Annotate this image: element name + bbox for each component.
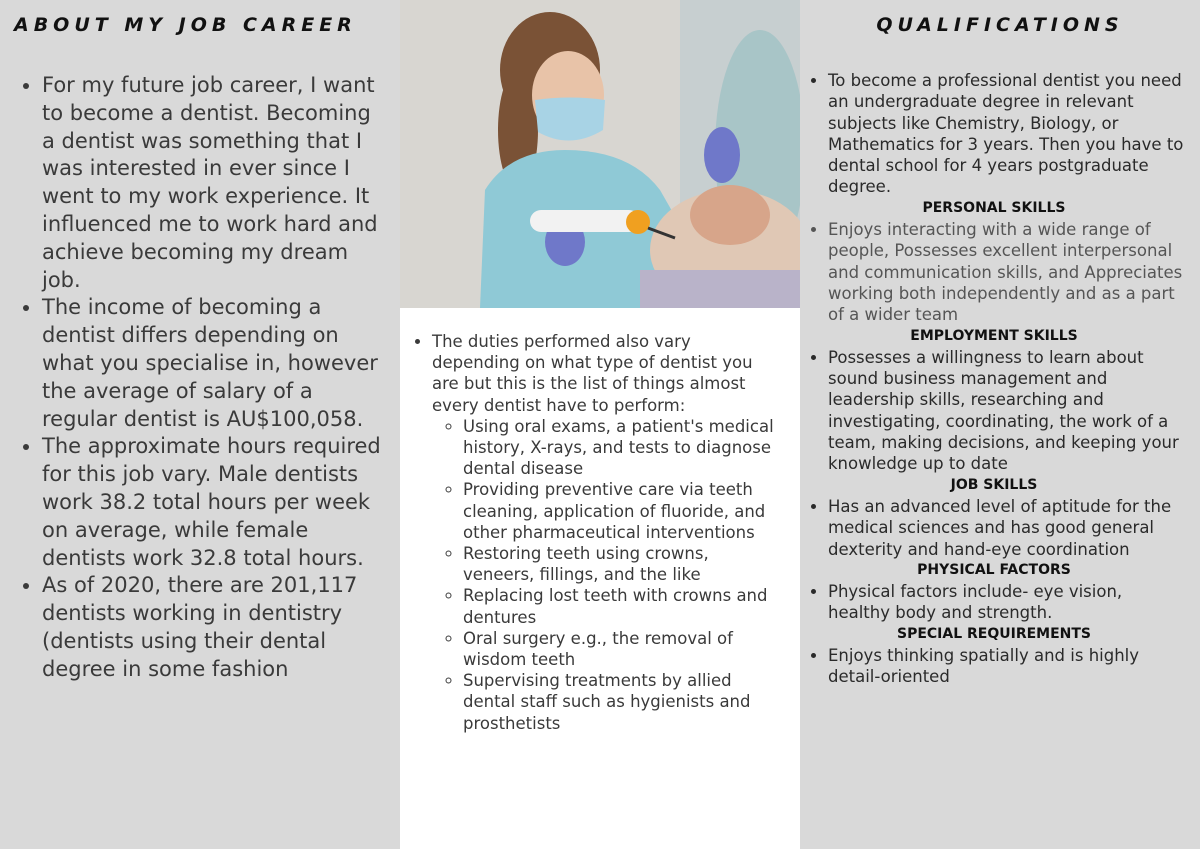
special-requirements-title: SPECIAL REQUIREMENTS <box>896 625 1092 642</box>
about-item: • As of 2020, there are 201,117 dentists working in dentistry (dentists using their dental degree in some fashion <box>42 572 387 683</box>
employment-skills-list <box>828 347 1188 475</box>
duty-item: ◦ Using oral exams, a patient's medical history, X-rays, and tests to diagnose dental disease <box>463 416 782 480</box>
qualifications-heading: QUALIFICATIONS <box>876 14 1124 36</box>
qualification-item: • To become a professional dentist you need an undergraduate degree in relevant subjects like Chemistry, Biology, or Mathematics for 3 years. Then you have to dental school for 4 years postgraduate degree. <box>828 70 1188 198</box>
duties-intro <box>432 331 782 734</box>
physical-factors-title: PHYSICAL FACTORS <box>917 561 1071 578</box>
about-panel <box>0 0 400 849</box>
duties-intro-text: The duties performed also vary depending on what type of dentist you are but this is the list of things almost every dentist have to perform: <box>432 332 753 415</box>
employment-skills-item: • Possesses a willingness to learn about sound business management and leadership skills, researching and investigating, coordinating, the work of a team, making decisions, and keeping your knowledge up to date <box>828 347 1188 475</box>
dentist-illustration <box>400 0 800 308</box>
employment-skills-title: EMPLOYMENT SKILLS <box>910 327 1078 344</box>
job-skills-list <box>828 496 1188 560</box>
duty-item: ◦ Restoring teeth using crowns, veneers, fillings, and the like <box>463 543 782 585</box>
job-skills-item: • Has an advanced level of aptitude for the medical sciences and has good general dexterity and hand-eye coordination <box>828 496 1188 560</box>
physical-factors-list <box>828 581 1188 624</box>
duty-item: ◦ Supervising treatments by allied dental staff such as hygienists and prosthetists <box>463 670 782 734</box>
duty-item: ◦ Providing preventive care via teeth cleaning, application of fluoride, and other pharmaceutical interventions <box>463 479 782 543</box>
physical-factors-item: • Physical factors include- eye vision, healthy body and strength. <box>828 581 1188 624</box>
job-skills-title: JOB SKILLS <box>950 476 1038 493</box>
duties-list <box>432 331 782 734</box>
duties-panel <box>400 0 800 849</box>
qualification-list <box>828 70 1188 198</box>
about-item: • The income of becoming a dentist differs depending on what you specialise in, however the average of salary of a regular dentist is AU$100,058. <box>42 294 387 433</box>
personal-skills-title: PERSONAL SKILLS <box>922 199 1066 216</box>
about-list <box>42 72 387 684</box>
dentist-photo <box>400 0 800 308</box>
qualifications-content <box>828 70 1188 688</box>
personal-skills-item: • Enjoys interacting with a wide range of people, Possesses excellent interpersonal and communication skills, and Appreciates working both independently and as a part of a wider team <box>828 219 1188 325</box>
personal-skills-list <box>828 219 1188 325</box>
duty-item: ◦ Oral surgery e.g., the removal of wisdom teeth <box>463 628 782 670</box>
duty-item: ◦ Replacing lost teeth with crowns and dentures <box>463 585 782 627</box>
about-item: • The approximate hours required for this job vary. Male dentists work 38.2 total hours per week on average, while female dentists work 32.8 total hours. <box>42 433 387 572</box>
duties-sublist <box>432 416 782 734</box>
special-requirements-item: • Enjoys thinking spatially and is highly detail-oriented <box>828 645 1188 688</box>
about-heading: ABOUT MY JOB CAREER <box>14 14 357 36</box>
about-item: • For my future job career, I want to become a dentist. Becoming a dentist was something that I was interested in ever since I went to my work experience. It influenced me to work hard and achieve becoming my dream job. <box>42 72 387 294</box>
special-requirements-list <box>828 645 1188 688</box>
